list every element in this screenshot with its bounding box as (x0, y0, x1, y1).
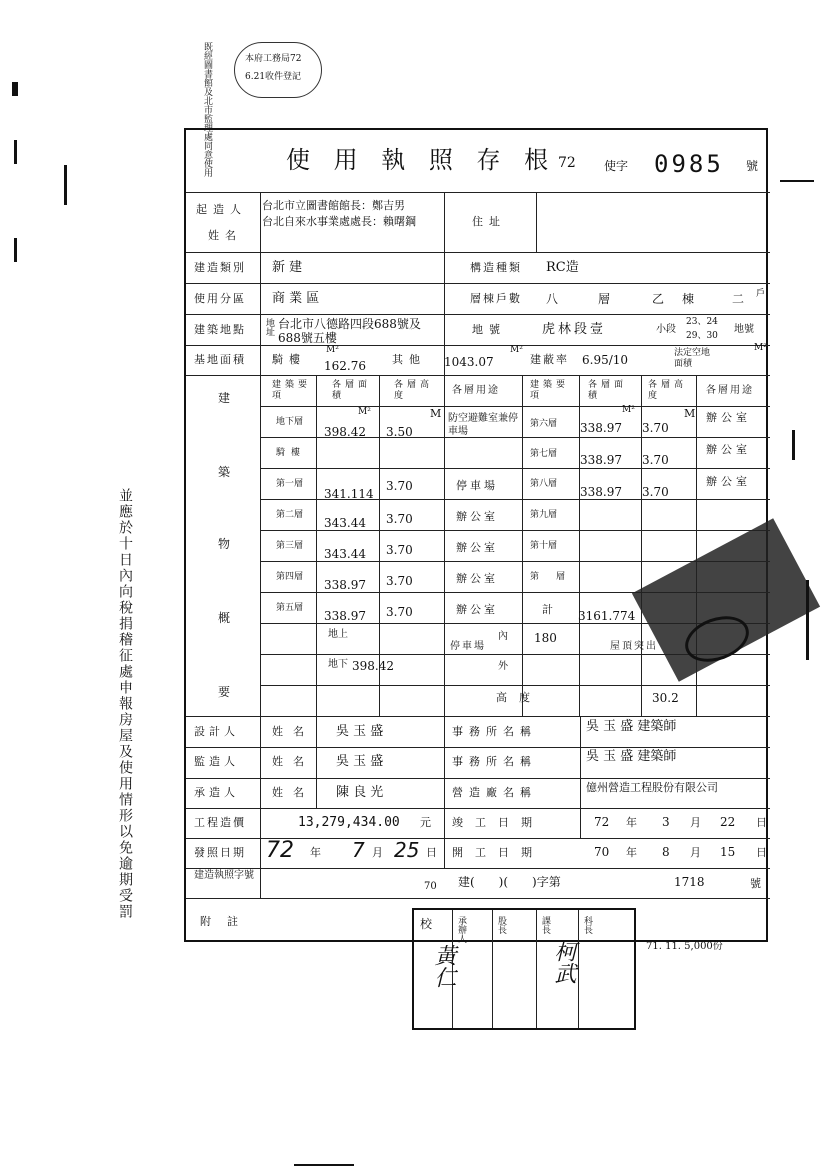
completion-year: 72 (594, 815, 610, 829)
floor-right-height-0: 3.70 (642, 421, 669, 435)
floor-left-use-4: 辦公室 (456, 541, 498, 554)
label-outside: 外 (498, 661, 508, 672)
other-unit: M² (510, 345, 523, 355)
designer-name: 吳 玉 盛 (336, 724, 384, 739)
permit-text: 建( )( )字第 (458, 875, 561, 889)
issue-month: 7 (352, 838, 365, 862)
floor-left-use-3: 辦公室 (456, 510, 498, 523)
signoff-label-1: 承辦人 (456, 916, 466, 943)
floor-left-area-4: 343.44 (324, 547, 366, 561)
permit-prefix: 70 (424, 881, 437, 892)
doc-suffix: 號 (746, 159, 759, 173)
unit-m-1: M (430, 407, 442, 420)
side-note-left: 並應於十日內向稅捐稽征處申報房屋及使用情形以免逾期受罰 (117, 488, 133, 920)
signoff-label-2: 股長 (496, 916, 506, 934)
permit-form (184, 128, 768, 942)
label-supervisor-office: 事務所名稱 (452, 755, 537, 768)
issue-day: 25 (394, 838, 420, 862)
hdr-use-right: 各層用途 (706, 385, 754, 396)
start-day-label: 日 (756, 846, 767, 859)
margin-mark-1 (12, 82, 18, 96)
floors-text-4: 棟 (682, 292, 695, 306)
floors-text-1: 八 (546, 292, 559, 306)
basement-total: 398.42 (352, 659, 394, 673)
margin-mark-4 (14, 238, 17, 262)
start-year: 70 (594, 845, 610, 859)
designer-office: 吳 玉 盛 建築師 (586, 719, 677, 734)
label-legal-open: 法定空地面積 (674, 348, 711, 369)
completion-year-label: 年 (626, 816, 637, 829)
hdr-item-right: 建築要項 (530, 380, 570, 401)
label-roof: 屋頂突出 (610, 641, 658, 652)
floor-left-name-2: 第一層 (276, 479, 304, 489)
contractor-name: 陳 良 光 (336, 785, 384, 800)
unit-m-2: M (684, 407, 696, 420)
form-title-year: 72 (558, 155, 576, 171)
doc-number: 0985 (654, 150, 724, 178)
site-address-1: 台北市八德路四段688號及 (278, 317, 421, 331)
floor-right-height-2: 3.70 (642, 485, 669, 499)
label-designer-name: 姓名 (272, 725, 314, 738)
applicant-line-2: 台北自來水事業處處長：賴曙鋼 (262, 215, 416, 228)
signoff-reviewer: 校 (420, 917, 433, 931)
floor-left-height-6: 3.70 (386, 605, 413, 619)
label-building-5: 要 (218, 685, 231, 699)
start-year-label: 年 (626, 846, 637, 859)
floor-right-use-1: 辦公室 (706, 443, 751, 456)
label-contractor: 承造人 (194, 786, 239, 799)
label-contractor-company: 營造廠名稱 (452, 786, 537, 799)
floor-left-area-2: 341.114 (324, 487, 374, 501)
start-month: 8 (662, 845, 670, 859)
label-designer: 設計人 (194, 725, 239, 738)
issue-year-label: 年 (310, 846, 321, 859)
label-arcade: 騎樓 (272, 353, 306, 366)
label-applicant-name: 姓名 (208, 229, 242, 242)
site-address-2: 688號五樓 (278, 331, 337, 345)
permit-number: 1718 (674, 875, 705, 889)
right-edge-mark-2 (792, 430, 795, 460)
floor-left-height-0: 3.50 (386, 425, 413, 439)
land-numbers-1: 23、24 (686, 317, 718, 327)
floor-left-area-5: 338.97 (324, 578, 366, 592)
label-start: 開工日期 (452, 846, 544, 859)
floors-text-6: 戶 (756, 289, 766, 299)
completion-month: 3 (662, 815, 670, 829)
floor-right-name-4: 第十層 (530, 541, 558, 551)
supervisor-name: 吳 玉 盛 (336, 754, 384, 769)
label-site: 建築地點 (194, 323, 246, 336)
label-parking-space: 停車場 (450, 641, 486, 652)
right-edge-mark-3 (806, 580, 809, 660)
supervisor-office: 吳 玉 盛 建築師 (586, 749, 677, 764)
floor-left-use-6: 辦公室 (456, 603, 498, 616)
label-site-small: 地址 (264, 318, 274, 336)
contractor-company: 億州營造工程股份有限公司 (586, 781, 718, 794)
hdr-height-left: 各層高度 (394, 380, 434, 401)
floor-right-name-3: 第九層 (530, 510, 558, 520)
label-height: 高度 (496, 691, 542, 704)
signoff-name-2: 柯武 (551, 940, 576, 984)
signoff-label-3: 課長 (540, 916, 550, 934)
floor-left-name-3: 第二層 (276, 510, 304, 520)
label-designer-office: 事務所名稱 (452, 725, 537, 738)
signoff-label-4: 科長 (582, 916, 592, 934)
issue-day-label: 日 (426, 846, 437, 859)
start-day: 15 (720, 845, 736, 859)
label-base-area: 基地面積 (194, 353, 246, 366)
bottom-mark (294, 1164, 354, 1166)
parking-inside: 180 (534, 631, 557, 645)
floor-left-use-2: 停車場 (456, 479, 498, 492)
label-building-1: 建 (218, 391, 231, 405)
other-area: 1043.07 (444, 355, 494, 369)
floor-right-name-0: 第六層 (530, 419, 558, 429)
arcade-area: 162.76 (324, 359, 366, 373)
land-no-suffix: 地號 (734, 324, 754, 335)
floor-right-area-0: 338.97 (580, 421, 622, 435)
start-month-label: 月 (690, 846, 701, 859)
hdr-use-left: 各層用途 (452, 385, 500, 396)
label-basement: 地下 (328, 659, 348, 670)
label-floors-units: 層棟戶數 (470, 292, 522, 305)
label-issue-date: 發照日期 (194, 846, 246, 859)
margin-mark-3 (64, 165, 67, 205)
label-cost: 工程造價 (194, 816, 246, 829)
label-applicant: 起造人 (196, 203, 247, 216)
completion-month-label: 月 (690, 816, 701, 829)
floor-right-use-0: 辦公室 (706, 411, 751, 424)
hdr-item-left: 建築要項 (272, 380, 312, 401)
coverage-value: 6.95/10 (582, 353, 629, 367)
floor-left-height-3: 3.70 (386, 512, 413, 526)
arcade-unit: M² (326, 345, 339, 355)
applicant-line-1: 台北市立圖書館館長：鄭吉男 (262, 199, 405, 212)
label-above: 地上 (328, 629, 348, 640)
floors-text-3: 乙 (652, 292, 665, 306)
label-inside: 內 (498, 631, 508, 642)
hdr-height-right: 各層高度 (648, 380, 688, 401)
label-remarks: 附註 (200, 915, 254, 928)
land-numbers-2: 29、30 (686, 331, 718, 341)
label-coverage: 建蔽率 (530, 353, 569, 366)
floor-right-name-5: 第 層 (530, 572, 570, 582)
building-type-value: 新 建 (272, 260, 303, 275)
side-note-top: 既經圖書館及北市監理處同意使用 (202, 42, 212, 177)
right-edge-mark-1 (780, 180, 814, 182)
land-subsection: 小段 (656, 324, 676, 335)
label-supervisor-name: 姓名 (272, 755, 314, 768)
side-stamp-top (234, 42, 322, 98)
label-permit-no: 建造執照字號 (194, 870, 254, 881)
floor-right-area-2: 338.97 (580, 485, 622, 499)
unit-m2-2: M² (622, 405, 635, 415)
form-title: 使 用 執 照 存 根 (286, 146, 557, 174)
signoff-name-1: 黃仁 (431, 944, 456, 988)
hdr-area-right: 各層面積 (588, 380, 628, 401)
floor-left-area-0: 398.42 (324, 425, 366, 439)
label-other: 其他 (392, 353, 426, 366)
floor-right-name-2: 第八層 (530, 479, 558, 489)
print-info: 71. 11. 5,000份 (646, 941, 723, 952)
side-stamp-line-2: 6.21收件登記 (245, 72, 302, 82)
floors-text-2: 層 (598, 292, 611, 306)
label-total: 計 (542, 603, 553, 616)
floor-left-height-4: 3.70 (386, 543, 413, 557)
label-building-2: 築 (218, 465, 231, 479)
issue-month-label: 月 (372, 846, 383, 859)
floor-left-name-6: 第五層 (276, 603, 304, 613)
margin-mark-2 (14, 140, 17, 164)
cost-value: 13,279,434.00 (298, 815, 400, 830)
structure-value: RC造 (546, 260, 579, 275)
label-land-no: 地號 (472, 323, 506, 336)
floor-right-height-1: 3.70 (642, 453, 669, 467)
label-supervisor: 監造人 (194, 755, 239, 768)
floor-left-name-0: 地下層 (276, 417, 304, 427)
floor-left-height-2: 3.70 (386, 479, 413, 493)
label-building-type: 建造類別 (194, 261, 246, 274)
floor-right-use-2: 辦公室 (706, 475, 751, 488)
label-building-3: 物 (218, 537, 231, 551)
floor-left-name-4: 第三層 (276, 541, 304, 551)
completion-day-label: 日 (756, 816, 767, 829)
floor-left-height-5: 3.70 (386, 574, 413, 588)
floor-right-area-1: 338.97 (580, 453, 622, 467)
cost-unit: 元 (420, 816, 431, 829)
floor-left-use-0: 防空避難室兼停車場 (448, 413, 518, 437)
label-building-4: 概 (218, 611, 231, 625)
legal-open-unit: M² (754, 343, 767, 353)
label-address: 住址 (472, 215, 506, 228)
floor-left-area-3: 343.44 (324, 516, 366, 530)
total-area: 3161.774 (578, 609, 636, 623)
floor-right-name-1: 第七層 (530, 449, 558, 459)
label-zoning: 使用分區 (194, 292, 246, 305)
floor-left-use-5: 辦公室 (456, 572, 498, 585)
hdr-area-left: 各層面積 (332, 380, 372, 401)
floors-text-5: 二 (732, 292, 745, 306)
floor-left-name-5: 第四層 (276, 572, 304, 582)
unit-m2-1: M² (358, 407, 371, 417)
label-contractor-name: 姓名 (272, 786, 314, 799)
label-completion: 竣工日期 (452, 816, 544, 829)
label-structure-type: 構造種類 (470, 261, 522, 274)
roof-height: 30.2 (652, 691, 679, 705)
issue-year: 72 (266, 838, 294, 863)
land-section: 虎林段壹 (542, 322, 607, 337)
signoff-box (412, 908, 636, 1030)
floor-left-name-1: 騎樓 (276, 448, 307, 458)
completion-day: 22 (720, 815, 736, 829)
permit-suffix: 號 (750, 877, 761, 890)
doc-prefix: 使字 (604, 159, 629, 173)
floor-left-area-6: 338.97 (324, 609, 366, 623)
zoning-value: 商 業 區 (272, 291, 320, 306)
side-stamp-line-1: 本府工務局72 (245, 54, 302, 64)
